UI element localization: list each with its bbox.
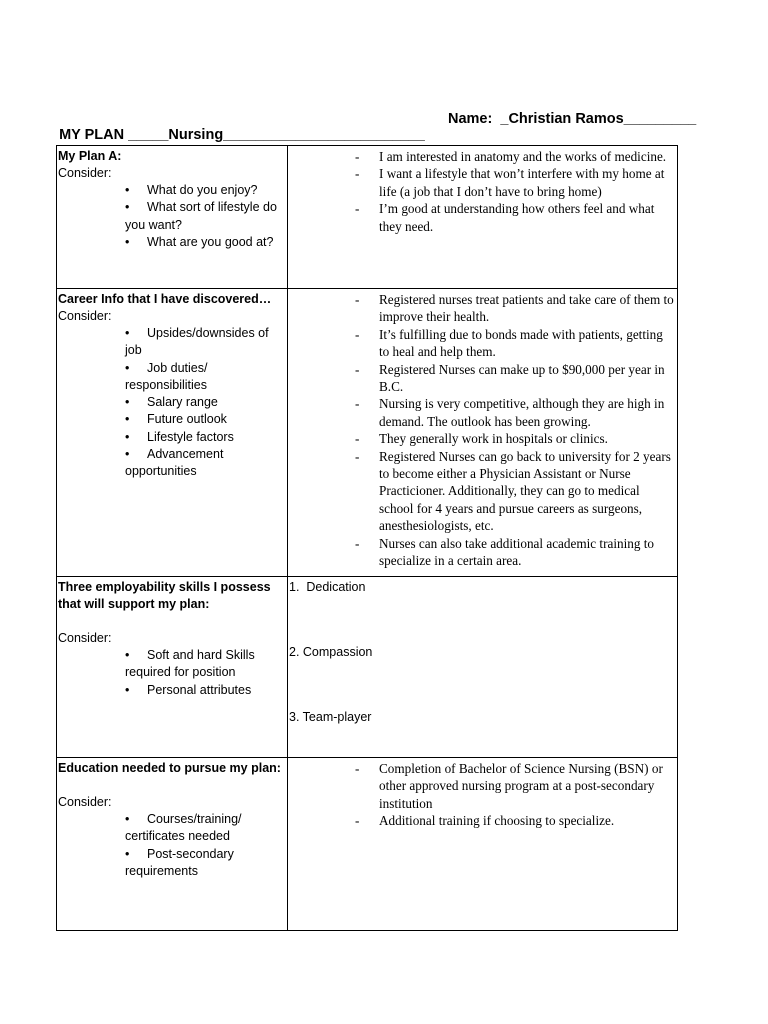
- answer-item: - I want a lifestyle that won’t interfere with my home at life (a job that I don’t have to bring home): [355, 166, 665, 199]
- consider-label: Consider:: [58, 631, 112, 645]
- dash-icon: -: [355, 326, 360, 342]
- education-answer-cell: [288, 758, 678, 931]
- consider-label: Consider:: [58, 795, 112, 809]
- answer-item: - Additional training if choosing to specialize.: [355, 813, 615, 829]
- bullet-icon: •: [125, 326, 130, 340]
- prompt-item: • Salary range: [125, 394, 286, 411]
- prompt-item: • What are you good at?: [125, 234, 286, 251]
- dash-icon: -: [355, 431, 360, 447]
- plan-label: MY PLAN _____Nursing_________________________: [59, 127, 425, 143]
- prompt-item: • Future outlook: [125, 411, 286, 428]
- bullet-icon: •: [125, 682, 130, 697]
- answer-item: - Nursing is very competitive, although they are high in demand. The outlook has been growing.: [355, 396, 665, 429]
- dash-icon: -: [355, 448, 360, 464]
- prompt-list: [58, 811, 286, 880]
- bullet-icon: •: [125, 412, 130, 427]
- plan-table: [56, 145, 678, 931]
- career-info-answer-cell: [288, 289, 678, 577]
- prompt-item: • Advancement opportunities: [125, 447, 224, 479]
- plan-row-career-info: [57, 289, 678, 577]
- skill-item: 2. Compassion: [289, 645, 373, 659]
- bullet-icon: •: [125, 812, 130, 826]
- prompt-item: • What sort of lifestyle do you want?: [125, 200, 277, 232]
- dash-icon: -: [355, 201, 360, 217]
- prompt-item: • Soft and hard Skills required for position: [125, 648, 255, 680]
- dash-icon: -: [355, 813, 360, 829]
- skill-item: 1. Dedication: [289, 580, 366, 594]
- answer-item: - They generally work in hospitals or clinics.: [355, 431, 608, 447]
- prompt-item: • Lifestyle factors: [125, 429, 286, 446]
- answer-item: - Registered Nurses can make up to $90,000 per year in B.C.: [355, 361, 665, 395]
- prompt-item: • Post-secondary requirements: [125, 846, 234, 878]
- bullet-icon: •: [125, 447, 130, 462]
- prompt-item: • What do you enjoy?: [125, 182, 286, 199]
- spacer: [289, 661, 674, 709]
- row-title: Career Info that I have discovered…: [58, 292, 272, 306]
- row-title: Three employability skills I possess that will support my plan:: [58, 580, 271, 611]
- plan-row-employability-skills: [57, 577, 678, 758]
- plan-row-education: [57, 758, 678, 931]
- prompt-item: • Personal attributes: [125, 682, 286, 699]
- answer-item: - It’s fulfilling due to bonds made with patients, getting to heal and help them.: [355, 326, 663, 360]
- prompt-item: • Upsides/downsides of job: [125, 326, 269, 358]
- bullet-icon: •: [125, 234, 130, 249]
- spacer: [58, 613, 286, 630]
- answer-item: - I’m good at understanding how others feel and what they need.: [355, 201, 655, 234]
- dash-icon: -: [355, 166, 360, 182]
- education-prompt-cell: [57, 758, 288, 931]
- prompt-list: [58, 325, 286, 481]
- bullet-icon: •: [125, 360, 130, 375]
- bullet-icon: •: [125, 846, 130, 861]
- answer-list: [289, 760, 674, 830]
- career-info-prompt-cell: [57, 289, 288, 577]
- dash-icon: -: [355, 535, 360, 551]
- spacer: [289, 596, 674, 644]
- answer-item: - Registered nurses treat patients and take care of them to improve their health.: [355, 292, 674, 325]
- answer-item: - Completion of Bachelor of Science Nursing (BSN) or other approved nursing program at a post-secondary institution: [355, 761, 663, 811]
- prompt-list: [58, 182, 286, 251]
- dash-icon: -: [355, 292, 360, 307]
- skills-prompt-cell: [57, 577, 288, 758]
- dash-icon: -: [355, 361, 360, 377]
- skills-answer-cell: [288, 577, 678, 758]
- bullet-icon: •: [125, 183, 130, 197]
- row-title: My Plan A:: [58, 149, 122, 163]
- answer-item: - I am interested in anatomy and the works of medicine.: [355, 149, 667, 164]
- plan-a-answer-cell: [288, 146, 678, 289]
- dash-icon: -: [355, 149, 360, 164]
- dash-icon: -: [355, 761, 360, 776]
- answer-list: [289, 291, 674, 570]
- dash-icon: -: [355, 396, 360, 412]
- plan-a-prompt-cell: [57, 146, 288, 289]
- bullet-icon: •: [125, 648, 130, 662]
- prompt-list: [58, 647, 286, 699]
- prompt-item: • Courses/training/ certificates needed: [125, 812, 242, 844]
- bullet-icon: •: [125, 200, 130, 215]
- bullet-icon: •: [125, 429, 130, 444]
- name-label: Name: _Christian Ramos_________: [448, 111, 697, 127]
- spacer: [58, 777, 286, 794]
- consider-label: Consider:: [58, 166, 112, 180]
- skill-item: 3. Team-player: [289, 710, 372, 724]
- bullet-icon: •: [125, 395, 130, 410]
- answer-list: [289, 148, 674, 235]
- plan-row-plan-a: [57, 146, 678, 289]
- answer-item: - Registered Nurses can go back to university for 2 years to become either a Physician Assistant or Nurse Practicioner. Additionally, they can go to medical school for 4 years and pursue careers as surgeons, anesthesiologists, etc.: [355, 448, 671, 534]
- prompt-item: • Job duties/ responsibilities: [125, 360, 208, 392]
- answer-item: - Nurses can also take additional academic training to specialize in a certain area.: [355, 535, 655, 569]
- row-title: Education needed to pursue my plan:: [58, 761, 281, 775]
- consider-label: Consider:: [58, 309, 112, 323]
